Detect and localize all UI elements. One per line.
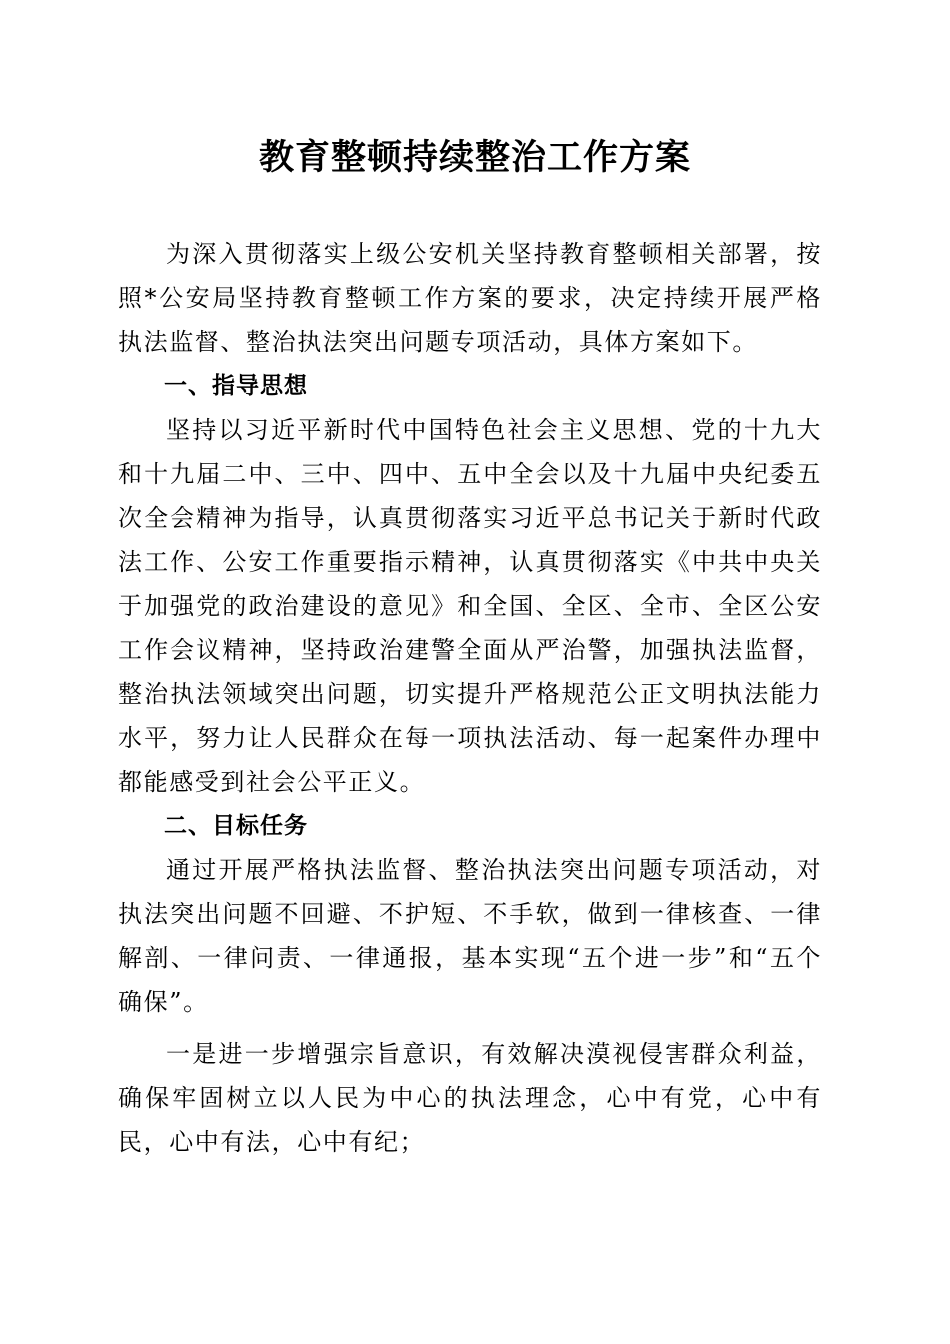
document-title: 教育整顿持续整治工作方案	[258, 137, 691, 178]
intro-paragraph: 为深入贯彻落实上级公安机关坚持教育整顿相关部署，按照*公安局坚持教育整顿工作方案的要求，决定持续开展严格执法监督、整治执法突出问题专项活动，具体方案如下。	[118, 240, 822, 356]
section-heading-goals-tasks: 二、目标任务	[164, 813, 308, 839]
document-body	[118, 232, 822, 1164]
paragraph-gap	[118, 1024, 822, 1032]
guiding-ideology-paragraph: 坚持以习近平新时代中国特色社会主义思想、党的十九大和十九届二中、三中、四中、五中全会以及十九届中央纪委五次全会精神为指导，认真贯彻落实习近平总书记关于新时代政法工作、公安工作重要指示精神，认真贯彻落实《中共中央关于加强党的政治建设的意见》和全国、全区、全市、全区公安工作会议精神，坚持政治建警全面从严治警，加强执法监督，整治执法领域突出问题，切实提升严格规范公正文明执法能力水平，努力让人民群众在每一项执法活动、每一起案件办理中都能感受到社会公平正义。	[118, 416, 822, 796]
goals-tasks-paragraph: 通过开展严格执法监督、整治执法突出问题专项活动，对执法突出问题不回避、不护短、不手软，做到一律核查、一律解剖、一律问责、一律通报，基本实现“五个进一步”和“五个确保”。	[118, 856, 822, 1016]
goal-item-one-paragraph: 一是进一步增强宗旨意识，有效解决漠视侵害群众利益，确保牢固树立以人民为中心的执法理念，心中有党，心中有民，心中有法，心中有纪；	[118, 1040, 822, 1156]
section-heading-guiding-ideology: 一、指导思想	[164, 373, 308, 399]
